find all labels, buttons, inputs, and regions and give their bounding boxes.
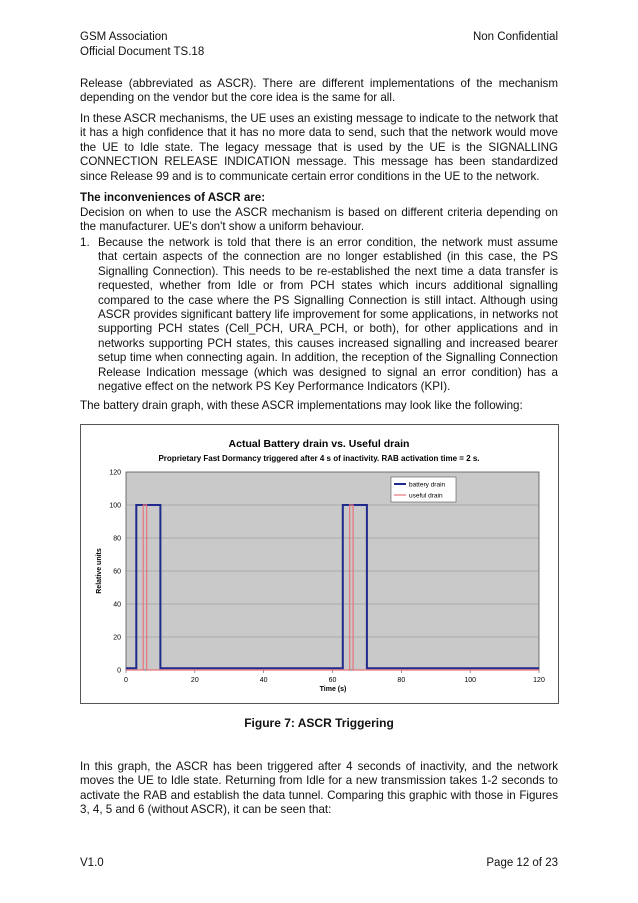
legend (391, 477, 456, 502)
list-text: Because the network is told that there is an error condition, the network must assume that certain aspects of the connection are no longer established (in this case, the PS Signalling Connection). This needs to be re-established the next time a data transfer is requested, whether from Idle or from PCH states which incurs additional signalling compared to the case where the PS Signalling Connection is still intact. Although using ASCR provides significant battery life improvement for some applications, in networks not supporting PCH states (Cell_PCH, URA_PCH, or both), for other applications and in networks supporting PCH states, this causes increased signalling and increased bearer setup time when connecting again. In addition, the reception of the Signalling Connection Release Indication message (which was designed to signal an error condition) has a negative effect on the network PS Key Performance Indicators (KPI). (98, 236, 558, 394)
battery-drain-chart (81, 425, 558, 703)
y-tick-label: 20 (113, 634, 121, 642)
y-tick-label: 40 (113, 601, 121, 609)
section-heading: The inconveniences of ASCR are: (80, 191, 266, 204)
figure-caption: Figure 7: ASCR Triggering (244, 716, 394, 730)
paragraph-2: In these ASCR mechanisms, the UE uses an existing message to indicate to the network that it has a high confidence that it has no more data to send, such that the network would move the UE to Idle state. The legacy message that is used by the UE is the SIGNALLING CONNECTION RELEASE INDICATION message. This message has been standardized since Release 99 and is to communicate certain error conditions in the UE to the network. (80, 112, 558, 183)
x-tick-label: 20 (190, 677, 199, 684)
x-tick-label: 100 (464, 677, 477, 684)
chart-title: Actual Battery drain vs. Useful drain (228, 438, 410, 450)
y-tick-label: 0 (117, 667, 121, 675)
x-tick-label: 120 (533, 677, 545, 684)
paragraph-5: In this graph, the ASCR has been triggered after 4 seconds of inactivity, and the network moves the UE to Idle state. Returning from Idle for a new transmission takes 1-2 seconds to activate the RAB and establish the data tunnel. Comparing this graphic with those in Figures 3, 4, 5 and 6 (without ASCR), it can be seen that: (80, 760, 558, 817)
header-classification: Non Confidential (472, 31, 558, 43)
x-axis-label: Time (s) (319, 686, 347, 693)
paragraph-4: The battery drain graph, with these ASCR implementations may look like the following: (80, 399, 523, 412)
y-tick-label: 120 (109, 469, 121, 477)
x-tick-label: 60 (328, 677, 337, 684)
chart-frame (80, 424, 559, 704)
y-tick-label: 80 (113, 535, 121, 543)
header-doc: Official Document TS.18 (80, 46, 205, 58)
list-number: 1. (80, 236, 90, 249)
x-tick-label: 40 (259, 677, 268, 684)
legend-label-battery: battery drain (409, 481, 446, 489)
x-tick-labels (124, 677, 545, 684)
paragraph-3: Decision on when to use the ASCR mechanism is based on different criteria depending on the manufacturer. UE's don't show a uniform behaviour. (80, 206, 558, 234)
y-axis-label: Relative units (96, 548, 103, 594)
paragraph-1: Release (abbreviated as ASCR). There are different implementations of the mechanism depending on the vendor but the core idea is the same for all. (80, 77, 558, 105)
y-tick-label: 60 (113, 568, 121, 576)
legend-label-useful: useful drain (409, 492, 443, 500)
chart-subtitle: Proprietary Fast Dormancy triggered after 4 s of inactivity. RAB activation time = 2 s. (158, 454, 480, 463)
footer-page: Page 12 of 23 (486, 857, 558, 869)
x-tick-label: 0 (124, 677, 128, 684)
footer-version: V1.0 (80, 857, 104, 869)
issue-list-item (80, 236, 558, 394)
header-org: GSM Association (80, 31, 168, 43)
y-tick-label: 100 (109, 502, 121, 510)
x-tick-label: 80 (397, 677, 406, 684)
